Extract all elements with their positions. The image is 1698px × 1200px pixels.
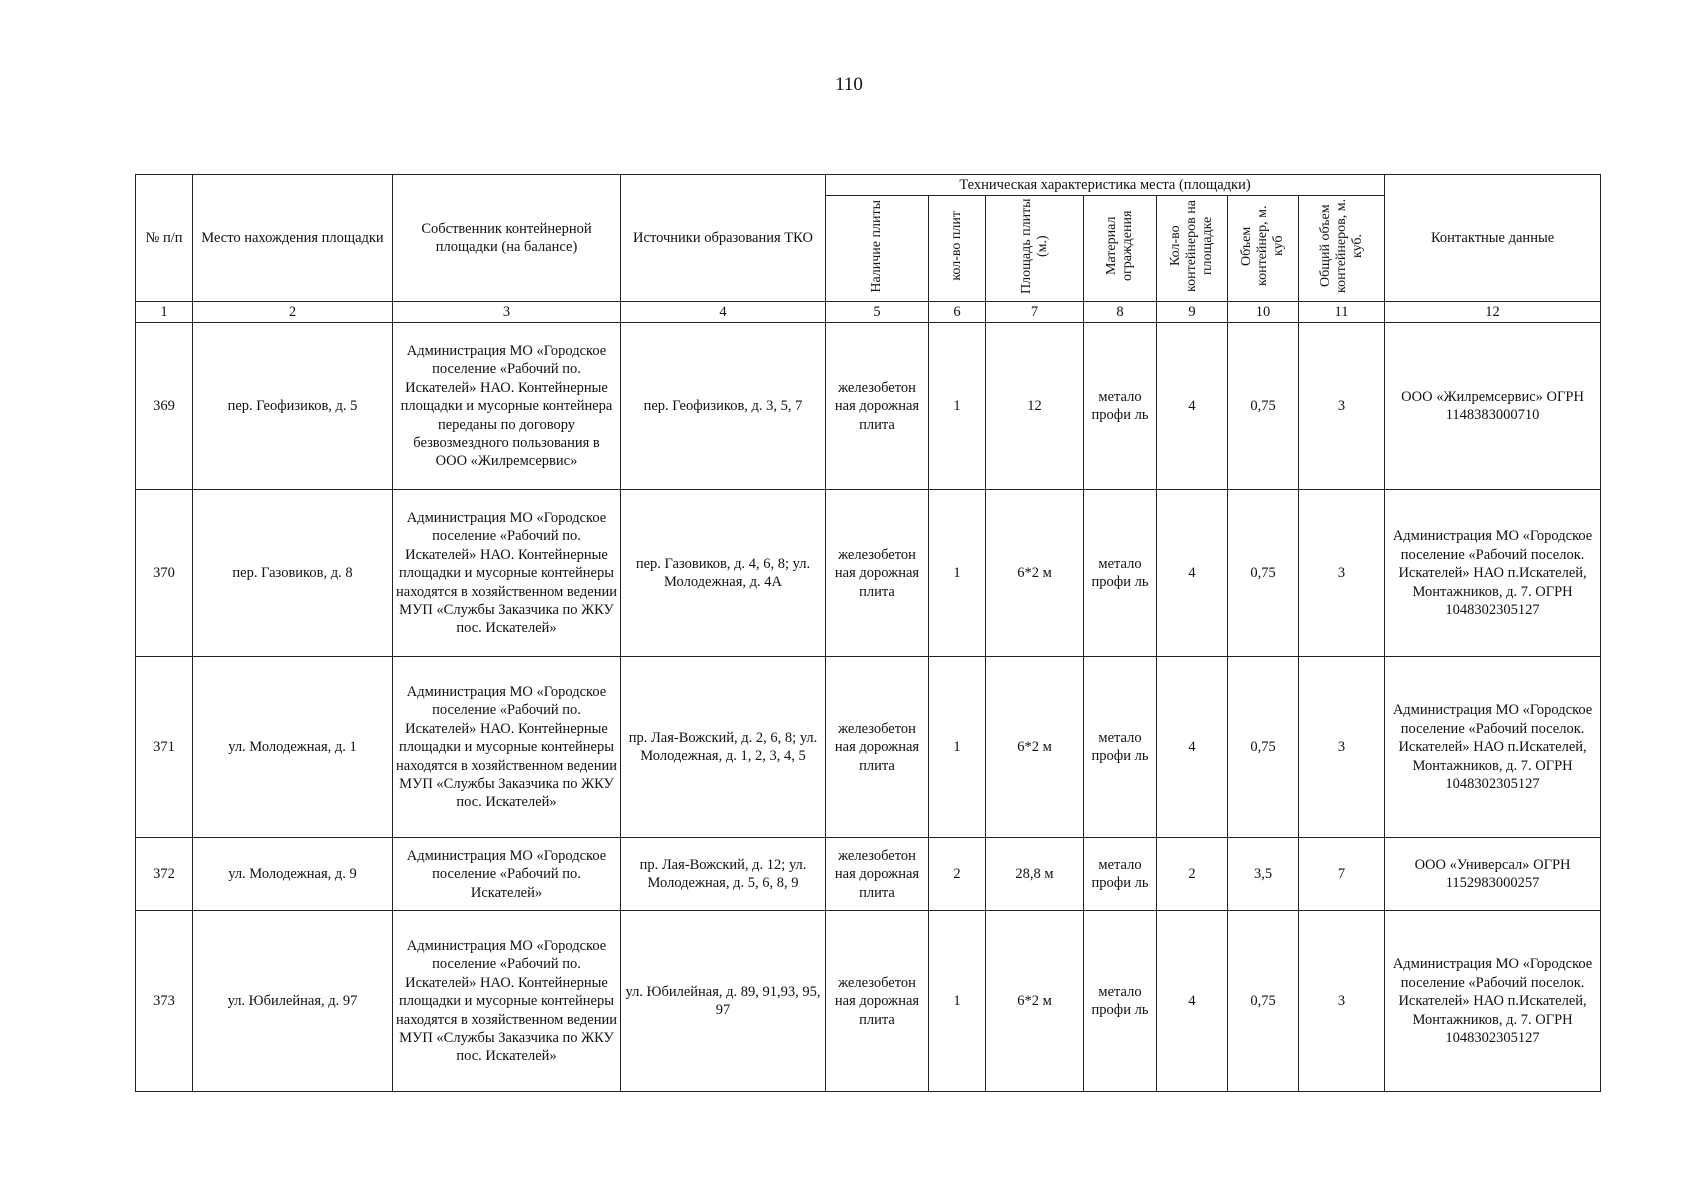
column-number: 4 bbox=[621, 302, 826, 323]
cell-location: ул. Молодежная, д. 9 bbox=[193, 838, 393, 911]
header-owner: Собственник контейнерной площадки (на балансе) bbox=[393, 175, 621, 302]
cell-containers: 4 bbox=[1157, 490, 1228, 657]
cell-num: 370 bbox=[136, 490, 193, 657]
cell-sources: ул. Юбилейная, д. 89, 91,93, 95, 97 bbox=[621, 911, 826, 1092]
cell-fence: метало профи ль bbox=[1084, 911, 1157, 1092]
cell-total: 3 bbox=[1299, 657, 1385, 838]
cell-area: 28,8 м bbox=[986, 838, 1084, 911]
column-number: 2 bbox=[193, 302, 393, 323]
cell-fence: метало профи ль bbox=[1084, 323, 1157, 490]
cell-containers: 2 bbox=[1157, 838, 1228, 911]
cell-area: 6*2 м bbox=[986, 657, 1084, 838]
header-container-count: Кол-во контейнеров на площадке bbox=[1157, 196, 1228, 302]
header-fence-material: Материал ограждения bbox=[1084, 196, 1157, 302]
table-row bbox=[136, 490, 1601, 657]
cell-volume: 0,75 bbox=[1228, 657, 1299, 838]
column-number: 11 bbox=[1299, 302, 1385, 323]
table-row bbox=[136, 838, 1601, 911]
cell-plate-count: 1 bbox=[929, 911, 986, 1092]
column-number: 9 bbox=[1157, 302, 1228, 323]
column-number: 10 bbox=[1228, 302, 1299, 323]
cell-total: 3 bbox=[1299, 323, 1385, 490]
header-plate-count: кол-во плит bbox=[929, 196, 986, 302]
cell-contacts: ООО «Универсал» ОГРН 1152983000257 bbox=[1385, 838, 1601, 911]
cell-volume: 0,75 bbox=[1228, 911, 1299, 1092]
column-number: 8 bbox=[1084, 302, 1157, 323]
cell-contacts: Администрация МО «Городское поселение «Рабочий поселок. Искателей» НАО п.Искателей, Монтажников, д. 7. ОГРН 1048302305127 bbox=[1385, 911, 1601, 1092]
cell-contacts: Администрация МО «Городское поселение «Рабочий поселок. Искателей» НАО п.Искателей, Монтажников, д. 7. ОГРН 1048302305127 bbox=[1385, 657, 1601, 838]
column-number: 1 bbox=[136, 302, 193, 323]
cell-plate: железобетон ная дорожная плита bbox=[826, 490, 929, 657]
container-sites-table bbox=[135, 174, 1601, 1092]
cell-location: пер. Газовиков, д. 8 bbox=[193, 490, 393, 657]
cell-area: 6*2 м bbox=[986, 490, 1084, 657]
page-number: 110 bbox=[835, 74, 863, 95]
column-number: 12 bbox=[1385, 302, 1601, 323]
cell-location: ул. Молодежная, д. 1 bbox=[193, 657, 393, 838]
cell-fence: метало профи ль bbox=[1084, 657, 1157, 838]
cell-volume: 0,75 bbox=[1228, 490, 1299, 657]
cell-num: 372 bbox=[136, 838, 193, 911]
cell-plate: железобетон ная дорожная плита bbox=[826, 323, 929, 490]
cell-contacts: ООО «Жилремсервис» ОГРН 1148383000710 bbox=[1385, 323, 1601, 490]
cell-plate: железобетон ная дорожная плита bbox=[826, 838, 929, 911]
cell-sources: пер. Геофизиков, д. 3, 5, 7 bbox=[621, 323, 826, 490]
cell-containers: 4 bbox=[1157, 657, 1228, 838]
cell-sources: пр. Лая-Вожский, д. 12; ул. Молодежная, д. 5, 6, 8, 9 bbox=[621, 838, 826, 911]
cell-containers: 4 bbox=[1157, 323, 1228, 490]
cell-total: 3 bbox=[1299, 490, 1385, 657]
table-row bbox=[136, 911, 1601, 1092]
cell-plate-count: 2 bbox=[929, 838, 986, 911]
cell-num: 371 bbox=[136, 657, 193, 838]
cell-fence: метало профи ль bbox=[1084, 838, 1157, 911]
header-contacts: Контактные данные bbox=[1385, 175, 1601, 302]
cell-volume: 0,75 bbox=[1228, 323, 1299, 490]
cell-area: 6*2 м bbox=[986, 911, 1084, 1092]
cell-sources: пер. Газовиков, д. 4, 6, 8; ул. Молодежная, д. 4А bbox=[621, 490, 826, 657]
cell-total: 3 bbox=[1299, 911, 1385, 1092]
cell-sources: пр. Лая-Вожский, д. 2, 6, 8; ул. Молодежная, д. 1, 2, 3, 4, 5 bbox=[621, 657, 826, 838]
header-location: Место нахождения площадки bbox=[193, 175, 393, 302]
header-plate-presence: Наличие плиты bbox=[826, 196, 929, 302]
table-row bbox=[136, 323, 1601, 490]
header-total-volume: Общий объем контейнеров, м. куб. bbox=[1299, 196, 1385, 302]
header-plate-area: Площадь плиты (м.) bbox=[986, 196, 1084, 302]
header-tech-group: Техническая характеристика места (площадки) bbox=[826, 175, 1385, 196]
cell-plate: железобетон ная дорожная плита bbox=[826, 657, 929, 838]
cell-num: 369 bbox=[136, 323, 193, 490]
cell-owner: Администрация МО «Городское поселение «Рабочий по. Искателей» НАО. Контейнерные площадки и мусорные контейнеры находятся в хозяйственном ведении МУП «Службы Заказчика по ЖКУ пос. Искателей» bbox=[393, 490, 621, 657]
cell-plate: железобетон ная дорожная плита bbox=[826, 911, 929, 1092]
header-container-volume: Объем контейнер, м. куб bbox=[1228, 196, 1299, 302]
cell-fence: метало профи ль bbox=[1084, 490, 1157, 657]
cell-containers: 4 bbox=[1157, 911, 1228, 1092]
column-number-row bbox=[136, 302, 1601, 323]
cell-plate-count: 1 bbox=[929, 490, 986, 657]
cell-contacts: Администрация МО «Городское поселение «Рабочий поселок. Искателей» НАО п.Искателей, Монтажников, д. 7. ОГРН 1048302305127 bbox=[1385, 490, 1601, 657]
cell-num: 373 bbox=[136, 911, 193, 1092]
column-number: 5 bbox=[826, 302, 929, 323]
column-number: 7 bbox=[986, 302, 1084, 323]
cell-owner: Администрация МО «Городское поселение «Рабочий по. Искателей» НАО. Контейнерные площадки и мусорные контейнеры находятся в хозяйственном ведении МУП «Службы Заказчика по ЖКУ пос. Искателей» bbox=[393, 657, 621, 838]
cell-owner: Администрация МО «Городское поселение «Рабочий по. Искателей» НАО. Контейнерные площадки и мусорные контейнера переданы по договору безвозмездного пользования в ООО «Жилремсервис» bbox=[393, 323, 621, 490]
cell-area: 12 bbox=[986, 323, 1084, 490]
column-number: 3 bbox=[393, 302, 621, 323]
cell-plate-count: 1 bbox=[929, 657, 986, 838]
cell-total: 7 bbox=[1299, 838, 1385, 911]
cell-volume: 3,5 bbox=[1228, 838, 1299, 911]
header-sources: Источники образования ТКО bbox=[621, 175, 826, 302]
cell-location: ул. Юбилейная, д. 97 bbox=[193, 911, 393, 1092]
cell-owner: Администрация МО «Городское поселение «Рабочий по. Искателей» bbox=[393, 838, 621, 911]
column-number: 6 bbox=[929, 302, 986, 323]
cell-location: пер. Геофизиков, д. 5 bbox=[193, 323, 393, 490]
cell-plate-count: 1 bbox=[929, 323, 986, 490]
table-row bbox=[136, 657, 1601, 838]
header-row bbox=[136, 175, 1601, 196]
header-num: № п/п bbox=[136, 175, 193, 302]
cell-owner: Администрация МО «Городское поселение «Рабочий по. Искателей» НАО. Контейнерные площадки и мусорные контейнеры находятся в хозяйственном ведении МУП «Службы Заказчика по ЖКУ пос. Искателей» bbox=[393, 911, 621, 1092]
